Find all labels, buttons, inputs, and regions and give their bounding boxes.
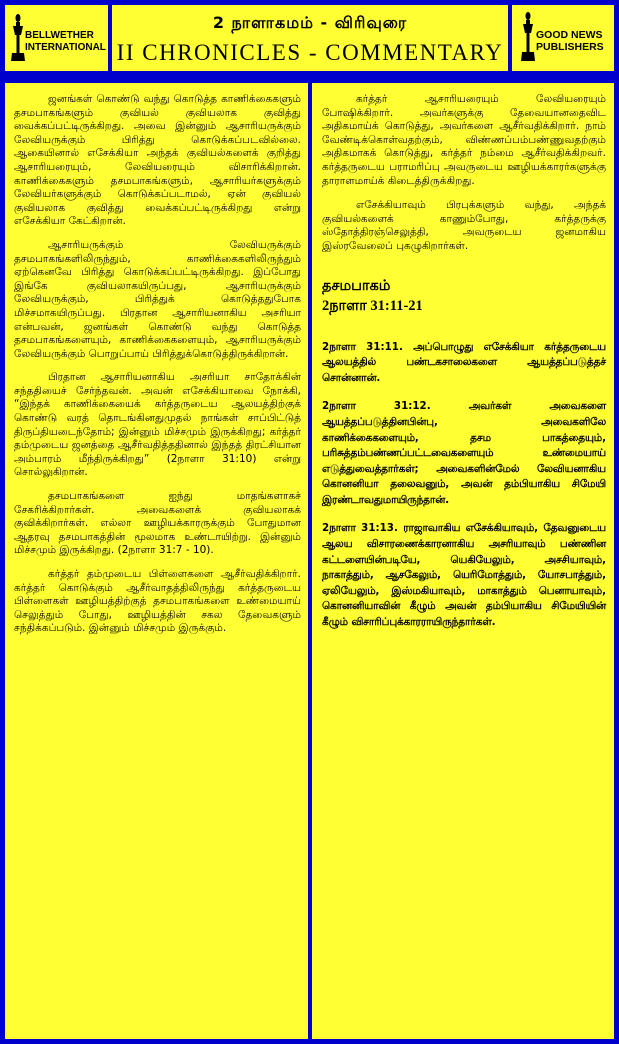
left-paragraph-2: ஆசாரியருக்கும் லேவியருக்கும் தசமபாகங்களிலிருந்தும், காணிக்கைகளிலிருந்தும் ஏற்கெனவே பிரித்து கொடுக்கப்பட்டிருக்கிறது. இப்போது இங்கே குவியலாகயிருப்பது, ஆசாரியருக்கும் லேவியருக்கும், பிரித்துக் கொடுத்ததுபோக மிச்சமாகயிருப்பது. பிரதான ஆசாரியனாகிய அசரியா என்பவன், ஜனங்கள் கொண்டு வந்து கொடுத்த தசமபாகங்களையும், காணிக்கைகளையும், ஆசாரியருக்கும் லேவியருக்கும் பொறுப்பாய் பிரித்துக்கொடுத்திருக்கிறான்.: [14, 238, 301, 360]
page-header: [112, 5, 508, 71]
section-heading-reference: 2நாளா 31:11-21: [322, 297, 423, 314]
lamp-icon: [10, 13, 26, 63]
lamp-icon: [520, 11, 536, 63]
section-heading-title: தசமபாகம்: [322, 277, 391, 294]
verse-31-12: 2நாளா 31:12. அவர்கள் அவைகளை ஆயத்தப்படுத்தினபின்பு, அவைகளிலே காணிக்கைகளையும், தசம பாகத்தையும், பரிசுத்தம்பண்ணப்பட்டவைகளையும் உண்மையாய் எடுத்துவைத்தார்கள்; அவைகளின்மேல் லேவியனாகிய கொனனியா தலைவனும், அவன் தம்பியாகிய சிமேயி இரண்டாவதுமாயிருந்தான்.: [322, 400, 606, 506]
left-paragraph-1: ஜனங்கள் கொண்டு வந்து கொடுத்த காணிக்கைகளும் தசமபாகங்களும் குவியல் குவியலாக குவித்து வைக்கப்பட்டிருக்கிறது. அவை இன்னும் ஆசாரியருக்கும் லேவியருக்கும் பிரித்து கொடுக்கப்படவில்லை. ஆகையினால் எசேக்கியா அந்தக் குவியல்களைக் குறித்து ஆசாரியரையும், லேவியரையும் விசாரிக்கிறான். காணிக்கைகளும் தசமபாகங்களும், ஆசாரியர்களுக்கும் லேவியர்களுக்கும் கொடுக்கப்படாமல், ஏன் குவியல் குவியலாக குவித்து வைக்கப்பட்டிருக்கிறது என்று எசேக்கியா கேட்கிறான்.: [14, 93, 301, 228]
left-paragraph-3: பிரதான ஆசாரியனாகிய அசரியா சாதோக்கின் சந்ததியைச் சேர்ந்தவன். அவன் எசேக்கியாவை நோக்கி, “இந்தக் காணிக்கையைக் கர்த்தருடைய ஆலயத்திற்குக் கொண்டு வரத் தொடங்கினதுமுதல் நாங்கள் சாப்பிட்டுத் திருப்தியடைந்தோம்; இன்னும் மிச்சமும் இருக்கிறது; கர்த்தர் தம்முடைய ஜனத்தை ஆசீர்வதித்ததினால் இந்தத் திரட்சியான அம்பாரம் மீந்திருக்கிறது” (2நாளா 31:10) என்று சொல்லுகிறான்.: [14, 371, 301, 479]
verse-31-11: 2நாளா 31:11. அப்பொழுது எசேக்கியா கர்த்தருடைய ஆலயத்தில் பண்டகசாலைகளை ஆயத்தப்படுத்தச் சொன்னான்.: [322, 340, 606, 384]
right-column: [312, 83, 614, 1039]
logo-right-line-2: PUBLISHERS: [536, 41, 604, 53]
logo-left-line-2: INTERNATIONAL: [25, 42, 106, 53]
right-paragraph-2: எசேக்கியாவும் பிரபுக்களும் வந்து, அந்தக் குவியல்களைக் காணும்போது, கர்த்தருக்கு ஸ்தோத்திரஞ்செலுத்தி, அவருடைய ஜனமாகிய இஸ்ரவேலைப் புகழுகிறார்கள்.: [322, 199, 606, 252]
logo-right-line-1: GOOD NEWS: [536, 29, 603, 41]
logo-good-news: [512, 5, 614, 71]
left-column: [5, 83, 308, 1039]
right-paragraph-1: கர்த்தர் ஆசாரியரையும் லேவியரையும் போஷிக்கிறார். அவர்களுக்கு தேவையானதைவிட அதிகமாய்க் கொடுத்து, அவர்களை ஆசீர்வதிக்கிறார். நாம் வேண்டிக்கொள்வதற்கும், விண்ணப்பம்பண்ணுவதற்கும் அதிகமாகக் கொடுத்து, கர்த்தர் நம்மை ஆசீர்வதிக்கிறவர். கர்த்தருடைய பராமரிப்பு அவருடைய ஊழியக்காரர்களுக்கு தாராளமாய்க் கிடைத்திருக்கிறது.: [322, 93, 606, 187]
logo-left-line-1: BELLWETHER: [25, 30, 94, 41]
title-english: II CHRONICLES - COMMENTARY: [116, 40, 504, 65]
verse-31-13: 2நாளா 31:13. ராஜாவாகிய எசேக்கியாவும், தேவனுடைய ஆலய விசாரணைக்காரனாகிய அசரியாவும் பண்ணின கட்டளையின்படியே, யெகியேலும், அசசியாவும், நாகாத்தும், ஆசகேலும், யெரிமோத்தும், யோசபாத்தும், ஏலியேலும், இஸ்மகியாவும், மாகாத்தும் பெனாயாவும், கொனனியாவின் கீழும் அவன் தம்பியாகிய சிமேயியின் கீழும் விசாரிப்புக்காரராயிருந்தார்கள்.: [322, 522, 606, 629]
left-paragraph-4: தசமபாகங்களை ஐந்து மாதங்களாகச் சேகரிக்கிறார்கள். அவைகளைக் குவியலாகக் குவிக்கிறார்கள். எல்லா ஊழியக்காரருக்கும் போதுமான ஆதரவு தசமபாகத்தின் மூலமாக உண்டாயிற்று. இன்னும் மிச்சமும் இருக்கிறது. (2நாளா 31:7 - 10).: [14, 490, 301, 557]
section-heading: [322, 276, 606, 316]
logo-bellwether: [5, 5, 108, 71]
left-paragraph-5: கர்த்தர் தம்முடைய பிள்ளைகளை ஆசீர்வதிக்கிறார். கர்த்தர் கொடுக்கும் ஆசீர்வாதத்திலிருந்து கர்த்தருடைய பிள்ளைகள் ஊழியத்திற்குத் தசமபாகங்களை உண்மையாய் செலுத்தும் போது, ஊழியத்தின் சகல தேவைகளும் சந்திக்கப்படும். இன்னும் மிச்சமும் இருக்கும்.: [14, 568, 301, 635]
title-tamil: 2 நாளாகமம் - விரிவுரை: [212, 13, 408, 32]
